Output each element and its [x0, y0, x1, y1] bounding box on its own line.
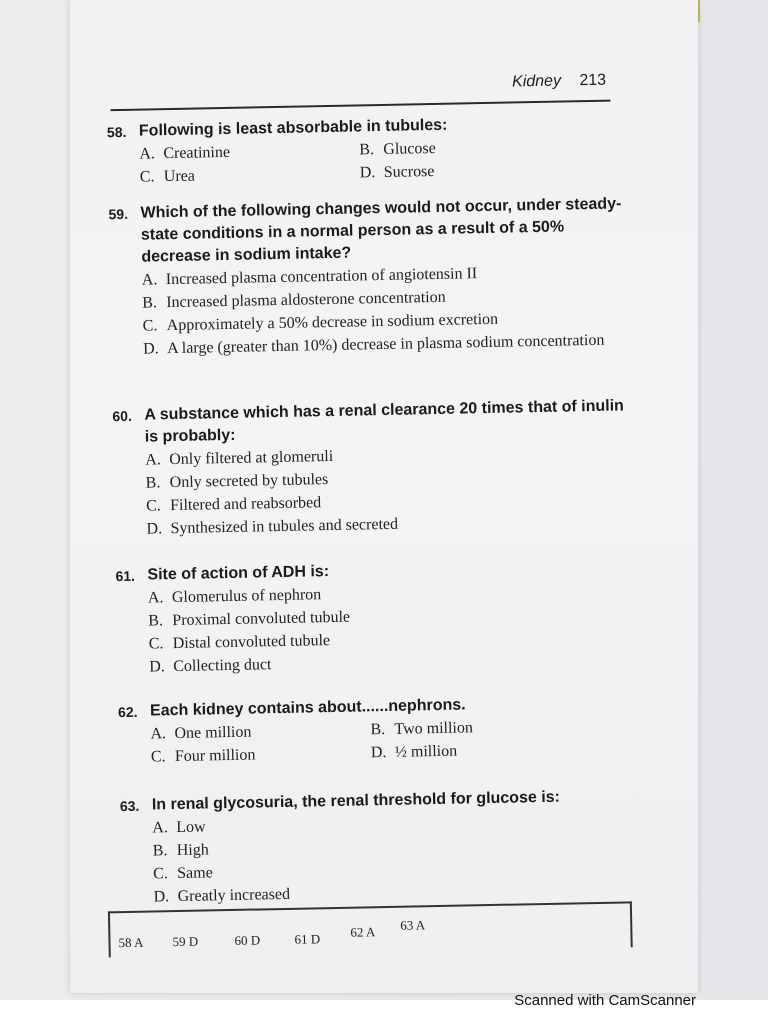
scanner-watermark: Scanned with CamScanner — [514, 992, 696, 1009]
question-number: 62. — [117, 703, 138, 721]
question-58 — [107, 111, 628, 189]
options — [142, 259, 632, 360]
option-c: C. Filtered and reabsorbed — [145, 494, 322, 515]
options — [150, 713, 639, 768]
question-stem: Each kidney contains about......nephrons. — [149, 696, 466, 720]
options — [139, 133, 628, 188]
question-number: 60. — [112, 407, 133, 425]
option-a: A. Only filtered at glomeruli — [145, 447, 334, 469]
answer-60: 60 D — [234, 932, 261, 948]
option-b: B. Increased plasma aldosterone concentration — [142, 288, 446, 312]
option-d: D. Collecting duct — [149, 656, 272, 676]
question-63 — [120, 785, 642, 909]
question-number: 61. — [115, 567, 136, 585]
question-stem: A substance which has a renal clearance 20 times that of inulin is probably: — [144, 397, 625, 446]
answer-59: 59 D — [172, 933, 199, 950]
answer-61: 61 D — [294, 931, 321, 947]
question-number: 63. — [119, 797, 140, 815]
question-61 — [115, 555, 637, 679]
option-b: B. Two million — [370, 719, 474, 739]
option-c: C. Distal convoluted tubule — [148, 632, 331, 653]
question-stem: Following is least absorbable in tubules: — [138, 116, 448, 140]
page-content — [61, 0, 708, 999]
answer-63: 63 A — [400, 917, 426, 933]
question-number: 59. — [108, 205, 129, 223]
question-number: 58. — [106, 123, 127, 141]
option-c: C. Urea — [139, 167, 196, 186]
running-head — [512, 72, 606, 92]
option-d: D. A large (greater than 10%) decrease in plasma sodium concentration — [142, 331, 605, 358]
question-stem: Site of action of ADH is: — [147, 563, 330, 584]
option-a: A. Low — [152, 818, 206, 837]
option-b: B. Proximal convoluted tubule — [148, 608, 351, 630]
option-c: C. Four million — [150, 746, 256, 766]
option-a: A. One million — [150, 723, 252, 743]
answer-58: 58 A — [118, 934, 144, 951]
options — [148, 577, 638, 678]
answer-62: 62 A — [350, 924, 376, 940]
options — [145, 439, 635, 540]
header-rule — [111, 100, 611, 112]
question-stem: Which of the following changes would not occur, under steady-state conditions in a normal person as a result of a 50% decrease in sodium intake? — [140, 195, 622, 266]
page-number: 213 — [579, 71, 607, 90]
option-c: C. Approximately a 50% decrease in sodium excretion — [142, 310, 499, 335]
option-d: D. ½ million — [370, 742, 458, 762]
option-c: C. Same — [153, 864, 213, 883]
book-page — [70, 0, 698, 993]
options — [152, 807, 642, 908]
question-stem: In renal glycosuria, the renal threshold for glucose is: — [151, 788, 561, 814]
option-b: B. Glucose — [359, 139, 436, 159]
question-60 — [112, 395, 635, 541]
option-a: A. Increased plasma concentration of angiotensin II — [141, 265, 478, 289]
option-a: A. Creatinine — [139, 143, 231, 163]
option-b: B. High — [152, 841, 209, 860]
chapter-title: Kidney — [511, 72, 562, 91]
option-b: B. Only secreted by tubules — [145, 471, 329, 492]
option-a: A. Glomerulus of nephron — [147, 586, 322, 607]
option-d: D. Greatly increased — [153, 885, 291, 906]
question-62 — [118, 691, 639, 769]
option-d: D. Synthesized in tubules and secreted — [146, 515, 399, 538]
answer-key-box — [108, 901, 633, 957]
option-d: D. Sucrose — [359, 162, 435, 182]
question-59 — [108, 193, 631, 361]
